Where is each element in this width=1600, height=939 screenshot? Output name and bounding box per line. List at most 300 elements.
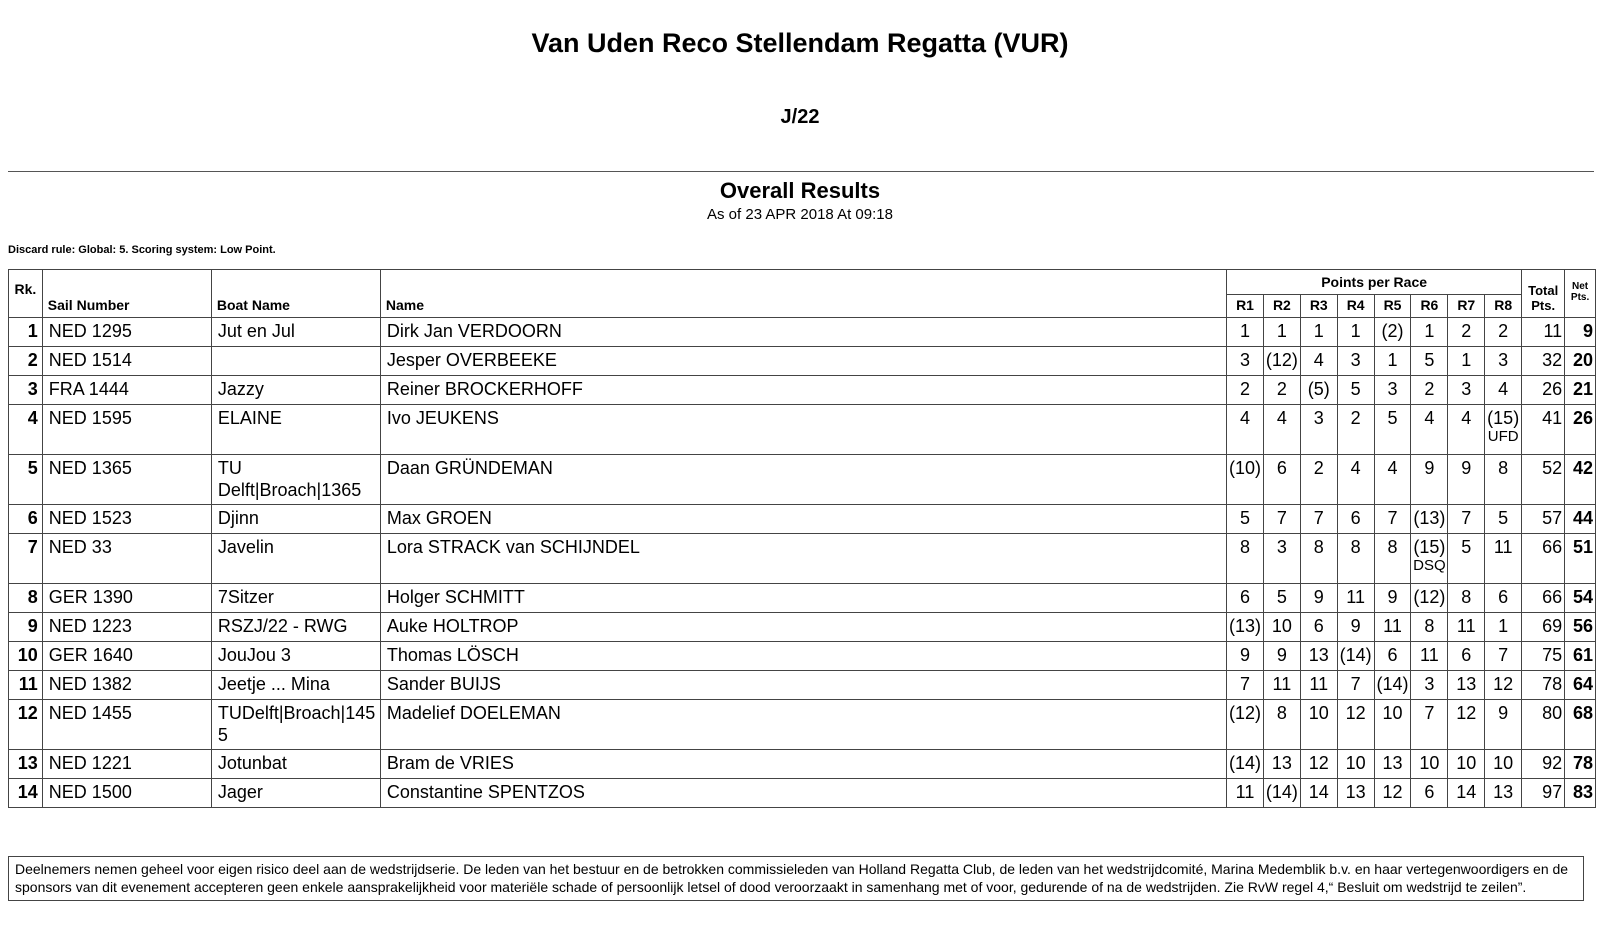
race-score-cell — [1227, 671, 1264, 700]
table-row — [9, 318, 1596, 347]
table-row — [9, 405, 1596, 455]
race-score-value: 10 — [1456, 753, 1477, 773]
table-row — [9, 613, 1596, 642]
race-score-value: 1 — [1424, 321, 1435, 341]
boat-name-cell: Jazzy — [211, 376, 380, 405]
rank-cell: 4 — [9, 405, 43, 455]
race-score-value: 6 — [1498, 587, 1509, 607]
total-points-cell: 66 — [1522, 534, 1565, 584]
race-score-value: 10 — [1308, 703, 1329, 723]
race-score-value: (14) — [1376, 674, 1409, 694]
race-score-cell — [1448, 505, 1485, 534]
race-score-cell — [1448, 455, 1485, 505]
race-score-cell — [1485, 613, 1522, 642]
race-score-cell — [1374, 642, 1411, 671]
race-score-cell — [1411, 376, 1448, 405]
results-table — [8, 269, 1596, 808]
race-score-value: 13 — [1456, 674, 1477, 694]
sailor-name-cell: Dirk Jan VERDOORN — [380, 318, 1226, 347]
race-score-cell — [1300, 671, 1337, 700]
race-score-cell — [1411, 613, 1448, 642]
sail-number-cell: GER 1390 — [42, 584, 211, 613]
race-score-cell — [1337, 405, 1374, 455]
race-score-value: 9 — [1276, 645, 1287, 665]
race-score-cell — [1374, 505, 1411, 534]
race-score-cell — [1263, 347, 1300, 376]
race-score-cell — [1300, 318, 1337, 347]
race-score-cell — [1448, 613, 1485, 642]
race-score-value: 4 — [1498, 379, 1509, 399]
race-score-value: 1 — [1276, 321, 1287, 341]
race-score-cell — [1485, 534, 1522, 584]
race-score-value: 7 — [1350, 674, 1361, 694]
race-score-cell — [1227, 347, 1264, 376]
race-score-cell — [1448, 405, 1485, 455]
boat-name-cell: TU Delft|Broach|1365 — [211, 455, 380, 505]
race-score-cell — [1337, 534, 1374, 584]
race-score-cell — [1448, 318, 1485, 347]
race-score-value: 1 — [1387, 350, 1398, 370]
race-score-value: (15) — [1487, 408, 1520, 428]
table-row — [9, 455, 1596, 505]
race-score-cell — [1263, 584, 1300, 613]
race-score-cell — [1300, 505, 1337, 534]
race-score-value: 2 — [1424, 379, 1435, 399]
race-score-value: 1 — [1240, 321, 1251, 341]
net-points-cell: 26 — [1565, 405, 1596, 455]
race-score-cell — [1300, 347, 1337, 376]
sail-number-cell: NED 1382 — [42, 671, 211, 700]
race-score-value: 8 — [1240, 537, 1251, 557]
table-row — [9, 534, 1596, 584]
sail-number-cell: NED 1295 — [42, 318, 211, 347]
race-score-cell — [1448, 376, 1485, 405]
race-score-value: 8 — [1387, 537, 1398, 557]
race-score-value: 8 — [1498, 458, 1509, 478]
net-points-cell: 44 — [1565, 505, 1596, 534]
race-score-cell — [1485, 405, 1522, 455]
table-row — [9, 750, 1596, 779]
race-score-value: 12 — [1382, 782, 1403, 802]
race-score-value: 10 — [1419, 753, 1440, 773]
race-score-cell — [1374, 750, 1411, 779]
race-score-cell — [1227, 505, 1264, 534]
race-score-value: 9 — [1350, 616, 1361, 636]
race-score-cell — [1227, 642, 1264, 671]
race-score-value: 7 — [1313, 508, 1324, 528]
race-score-value: 11 — [1235, 782, 1255, 802]
boat-name-cell: Jager — [211, 779, 380, 808]
race-score-cell — [1411, 405, 1448, 455]
header-race-3: R3 — [1300, 295, 1337, 318]
race-score-cell — [1300, 700, 1337, 750]
race-score-value: 4 — [1461, 408, 1472, 428]
race-score-value: 3 — [1313, 408, 1324, 428]
race-score-cell — [1374, 405, 1411, 455]
race-score-value: 13 — [1308, 645, 1329, 665]
race-score-value: 2 — [1313, 458, 1324, 478]
race-score-cell — [1448, 700, 1485, 750]
race-score-value: 13 — [1345, 782, 1366, 802]
header-divider — [8, 171, 1594, 172]
race-score-value: (14) — [1265, 782, 1298, 802]
race-score-cell — [1227, 700, 1264, 750]
race-score-value: 4 — [1387, 458, 1398, 478]
race-score-value: 9 — [1424, 458, 1435, 478]
race-score-value: 3 — [1461, 379, 1472, 399]
header-sail-number: Sail Number — [42, 270, 211, 318]
sail-number-cell: FRA 1444 — [42, 376, 211, 405]
race-score-value: 1 — [1313, 321, 1324, 341]
sailor-name-cell: Reiner BROCKERHOFF — [380, 376, 1226, 405]
race-score-cell — [1263, 700, 1300, 750]
race-score-value: 10 — [1345, 753, 1366, 773]
race-score-cell — [1300, 376, 1337, 405]
race-score-cell — [1227, 455, 1264, 505]
race-score-cell — [1337, 750, 1374, 779]
race-score-value: (12) — [1265, 350, 1298, 370]
race-score-value: 7 — [1424, 703, 1435, 723]
boat-name-cell: ELAINE — [211, 405, 380, 455]
race-score-cell — [1448, 671, 1485, 700]
race-score-value: 13 — [1493, 782, 1514, 802]
sailor-name-cell: Ivo JEUKENS — [380, 405, 1226, 455]
race-score-value: 14 — [1308, 782, 1329, 802]
race-score-value: 2 — [1240, 379, 1251, 399]
header-name: Name — [380, 270, 1226, 318]
race-score-value: 8 — [1313, 537, 1324, 557]
race-score-value: (10) — [1229, 458, 1262, 478]
race-score-cell — [1448, 779, 1485, 808]
race-score-cell — [1374, 534, 1411, 584]
sailor-name-cell: Bram de VRIES — [380, 750, 1226, 779]
race-score-value: 10 — [1493, 753, 1514, 773]
race-score-cell — [1337, 613, 1374, 642]
race-score-value: 1 — [1461, 350, 1472, 370]
sail-number-cell: NED 1223 — [42, 613, 211, 642]
race-score-cell — [1485, 347, 1522, 376]
race-score-value: 11 — [1493, 537, 1513, 557]
sailor-name-cell: Constantine SPENTZOS — [380, 779, 1226, 808]
race-score-value: 5 — [1240, 508, 1251, 528]
table-row — [9, 584, 1596, 613]
as-of-date: As of 23 APR 2018 At 09:18 — [707, 206, 893, 223]
race-score-cell — [1411, 455, 1448, 505]
race-score-cell — [1485, 642, 1522, 671]
boat-name-cell: RSZJ/22 - RWG — [211, 613, 380, 642]
header-total-points: Total Pts. — [1522, 270, 1565, 318]
net-points-cell: 21 — [1565, 376, 1596, 405]
header-race-1: R1 — [1227, 295, 1264, 318]
race-score-cell — [1227, 376, 1264, 405]
race-score-value: 6 — [1240, 587, 1251, 607]
race-score-value: 3 — [1350, 350, 1361, 370]
race-score-value: 7 — [1276, 508, 1287, 528]
race-score-cell — [1448, 642, 1485, 671]
race-score-cell — [1485, 376, 1522, 405]
race-score-cell — [1263, 671, 1300, 700]
race-score-value: 4 — [1240, 408, 1251, 428]
total-points-cell: 11 — [1522, 318, 1565, 347]
race-score-cell — [1263, 534, 1300, 584]
race-score-value: 9 — [1498, 703, 1509, 723]
race-score-value: 11 — [1272, 674, 1292, 694]
race-score-cell — [1374, 671, 1411, 700]
race-score-cell — [1411, 347, 1448, 376]
race-score-cell — [1411, 700, 1448, 750]
race-score-cell — [1337, 584, 1374, 613]
rank-cell: 10 — [9, 642, 43, 671]
race-score-cell — [1263, 376, 1300, 405]
race-score-cell — [1227, 750, 1264, 779]
race-score-value: 4 — [1276, 408, 1287, 428]
total-points-cell: 32 — [1522, 347, 1565, 376]
race-score-value: 3 — [1498, 350, 1509, 370]
header-race-6: R6 — [1411, 295, 1448, 318]
total-points-cell: 41 — [1522, 405, 1565, 455]
race-score-value: 4 — [1424, 408, 1435, 428]
race-score-cell — [1374, 318, 1411, 347]
race-score-cell — [1227, 534, 1264, 584]
race-score-cell — [1411, 584, 1448, 613]
race-score-cell — [1300, 455, 1337, 505]
race-score-cell — [1374, 347, 1411, 376]
net-points-cell: 20 — [1565, 347, 1596, 376]
race-score-value: 6 — [1276, 458, 1287, 478]
header-rank: Rk. — [9, 270, 43, 318]
race-score-value: 1 — [1498, 616, 1509, 636]
table-row — [9, 671, 1596, 700]
race-score-value: 9 — [1313, 587, 1324, 607]
header-points-per-race: Points per Race — [1227, 270, 1522, 295]
net-points-cell: 54 — [1565, 584, 1596, 613]
race-score-cell — [1337, 347, 1374, 376]
race-score-cell — [1374, 455, 1411, 505]
race-score-value: (2) — [1381, 321, 1404, 341]
penalty-code: DSQ — [1413, 557, 1446, 574]
race-score-cell — [1300, 613, 1337, 642]
race-score-value: (14) — [1339, 645, 1372, 665]
race-score-cell — [1448, 584, 1485, 613]
race-score-cell — [1337, 671, 1374, 700]
race-score-cell — [1411, 671, 1448, 700]
total-points-cell: 97 — [1522, 779, 1565, 808]
total-points-cell: 75 — [1522, 642, 1565, 671]
rank-cell: 6 — [9, 505, 43, 534]
race-score-value: 6 — [1424, 782, 1435, 802]
rank-cell: 13 — [9, 750, 43, 779]
race-score-cell — [1300, 405, 1337, 455]
race-score-cell — [1337, 376, 1374, 405]
race-score-value: (13) — [1229, 616, 1262, 636]
table-row — [9, 505, 1596, 534]
race-score-value: 5 — [1387, 408, 1398, 428]
race-score-cell — [1374, 779, 1411, 808]
race-score-cell — [1263, 750, 1300, 779]
race-score-cell — [1411, 318, 1448, 347]
sailor-name-cell: Holger SCHMITT — [380, 584, 1226, 613]
rank-cell: 14 — [9, 779, 43, 808]
net-points-cell: 9 — [1565, 318, 1596, 347]
rank-cell: 1 — [9, 318, 43, 347]
race-score-cell — [1337, 642, 1374, 671]
race-score-cell — [1227, 318, 1264, 347]
header-boat-name: Boat Name — [211, 270, 380, 318]
race-score-value: 7 — [1461, 508, 1472, 528]
race-score-cell — [1448, 347, 1485, 376]
sail-number-cell: NED 1595 — [42, 405, 211, 455]
race-score-value: 9 — [1240, 645, 1251, 665]
race-score-cell — [1485, 750, 1522, 779]
sail-number-cell: NED 33 — [42, 534, 211, 584]
race-score-cell — [1300, 779, 1337, 808]
race-score-cell — [1411, 534, 1448, 584]
boat-name-cell: Djinn — [211, 505, 380, 534]
sailor-name-cell: Auke HOLTROP — [380, 613, 1226, 642]
race-score-cell — [1485, 584, 1522, 613]
race-score-value: 2 — [1350, 408, 1361, 428]
race-score-value: 5 — [1424, 350, 1435, 370]
race-score-value: 10 — [1271, 616, 1292, 636]
race-score-value: 9 — [1461, 458, 1472, 478]
net-points-cell: 64 — [1565, 671, 1596, 700]
rank-cell: 2 — [9, 347, 43, 376]
race-score-value: (14) — [1229, 753, 1262, 773]
sailor-name-cell: Sander BUIJS — [380, 671, 1226, 700]
total-points-cell: 78 — [1522, 671, 1565, 700]
race-score-cell — [1485, 779, 1522, 808]
sail-number-cell: NED 1221 — [42, 750, 211, 779]
boat-name-cell: 7Sitzer — [211, 584, 380, 613]
race-score-value: 9 — [1387, 587, 1398, 607]
header-race-2: R2 — [1263, 295, 1300, 318]
race-score-cell — [1263, 613, 1300, 642]
boat-name-cell: TUDelft|Broach|1455 — [211, 700, 380, 750]
sailor-name-cell: Lora STRACK van SCHIJNDEL — [380, 534, 1226, 584]
race-score-value: 8 — [1461, 587, 1472, 607]
net-points-cell: 56 — [1565, 613, 1596, 642]
race-score-value: 12 — [1456, 703, 1477, 723]
race-score-value: 13 — [1382, 753, 1403, 773]
race-score-value: 11 — [1309, 674, 1329, 694]
table-row — [9, 779, 1596, 808]
sail-number-cell: NED 1500 — [42, 779, 211, 808]
net-points-cell: 78 — [1565, 750, 1596, 779]
race-score-value: 8 — [1350, 537, 1361, 557]
table-row — [9, 642, 1596, 671]
race-score-cell — [1263, 318, 1300, 347]
race-score-value: (13) — [1413, 508, 1446, 528]
race-score-cell — [1227, 405, 1264, 455]
total-points-cell: 92 — [1522, 750, 1565, 779]
total-points-cell: 66 — [1522, 584, 1565, 613]
total-points-cell: 26 — [1522, 376, 1565, 405]
net-points-cell: 51 — [1565, 534, 1596, 584]
race-score-cell — [1300, 750, 1337, 779]
race-score-cell — [1448, 534, 1485, 584]
race-score-cell — [1374, 613, 1411, 642]
header-race-4: R4 — [1337, 295, 1374, 318]
table-row — [9, 347, 1596, 376]
race-score-cell — [1263, 779, 1300, 808]
race-score-cell — [1374, 376, 1411, 405]
race-score-value: 14 — [1456, 782, 1477, 802]
race-score-value: 3 — [1240, 350, 1251, 370]
race-score-value: (12) — [1229, 703, 1262, 723]
race-score-value: 5 — [1498, 508, 1509, 528]
race-score-value: 13 — [1271, 753, 1292, 773]
rank-cell: 8 — [9, 584, 43, 613]
race-score-cell — [1263, 405, 1300, 455]
race-score-cell — [1300, 642, 1337, 671]
class-subtitle: J/22 — [780, 106, 820, 128]
race-score-cell — [1411, 642, 1448, 671]
table-row — [9, 376, 1596, 405]
race-score-cell — [1227, 779, 1264, 808]
race-score-value: 4 — [1350, 458, 1361, 478]
race-score-value: 11 — [1346, 587, 1365, 607]
total-points-cell: 80 — [1522, 700, 1565, 750]
sail-number-cell: NED 1523 — [42, 505, 211, 534]
race-score-cell — [1337, 318, 1374, 347]
race-score-cell — [1337, 779, 1374, 808]
header-race-5: R5 — [1374, 295, 1411, 318]
race-score-value: 3 — [1424, 674, 1435, 694]
rank-cell: 7 — [9, 534, 43, 584]
race-score-value: 4 — [1313, 350, 1324, 370]
race-score-value: 5 — [1461, 537, 1472, 557]
net-points-cell: 68 — [1565, 700, 1596, 750]
sailor-name-cell: Thomas LÖSCH — [380, 642, 1226, 671]
race-score-cell — [1411, 505, 1448, 534]
race-score-value: (12) — [1413, 587, 1446, 607]
race-score-value: 7 — [1240, 674, 1251, 694]
sailor-name-cell: Daan GRÜNDEMAN — [380, 455, 1226, 505]
penalty-code: UFD — [1487, 428, 1519, 445]
race-score-cell — [1485, 318, 1522, 347]
race-score-value: (15) — [1413, 537, 1446, 557]
net-points-cell: 83 — [1565, 779, 1596, 808]
race-score-value: 11 — [1383, 616, 1402, 636]
race-score-cell — [1263, 642, 1300, 671]
rank-cell: 12 — [9, 700, 43, 750]
race-score-cell — [1227, 584, 1264, 613]
race-score-cell — [1263, 455, 1300, 505]
race-score-cell — [1337, 700, 1374, 750]
race-score-value: 11 — [1456, 616, 1476, 636]
race-score-value: 2 — [1498, 321, 1509, 341]
regatta-title: Van Uden Reco Stellendam Regatta (VUR) — [531, 28, 1069, 58]
race-score-cell — [1263, 505, 1300, 534]
race-score-cell — [1411, 750, 1448, 779]
boat-name-cell: JouJou 3 — [211, 642, 380, 671]
boat-name-cell: Jut en Jul — [211, 318, 380, 347]
rank-cell: 3 — [9, 376, 43, 405]
disclaimer: Deelnemers nemen geheel voor eigen risico deel aan de wedstrijdserie. De leden van het bestuur en de betrokken commissieleden van Holland Regatta Club, de leden van het wedstrijdcomité, Marina Medemblik b.v. en haar vertegenwoordigers en de sponsors van dit evenement accepteren geen enkele aansprakelijkheid voor materiële schade of persoonlijk letsel of dood veroorzaakt in samenhang met of voor, gedurende of na de wedstrijden. Zie RvW regel 4,“ Besluit om wedstrijd te zeilen”. — [8, 856, 1584, 901]
results-title: Overall Results — [719, 178, 881, 203]
discard-rule: Discard rule: Global: 5. Scoring system: Low Point. — [8, 244, 276, 256]
race-score-cell — [1337, 455, 1374, 505]
boat-name-cell — [211, 347, 380, 376]
race-score-cell — [1374, 700, 1411, 750]
race-score-value: 3 — [1276, 537, 1287, 557]
race-score-value: 6 — [1313, 616, 1324, 636]
race-score-cell — [1485, 455, 1522, 505]
race-score-cell — [1227, 613, 1264, 642]
header-race-8: R8 — [1485, 295, 1522, 318]
boat-name-cell: Javelin — [211, 534, 380, 584]
race-score-cell — [1485, 505, 1522, 534]
